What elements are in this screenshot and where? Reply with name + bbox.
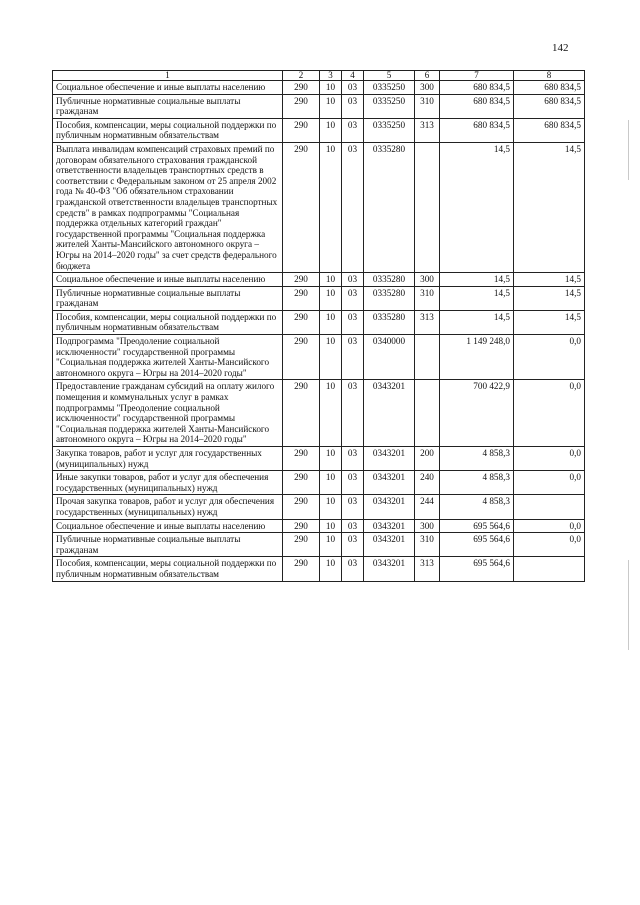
col-6-cell: 313 <box>415 310 440 334</box>
col-3-cell: 10 <box>320 335 342 380</box>
header-row <box>53 71 585 81</box>
row-name-cell: Предоставление гражданам субсидий на оплату жилого помещения и коммунальных услуг в рамках подпрограммы "Преодоление социальной исключенности" государственной программы "Социальная поддержка жителей Ханты-Мансийского автономного округа – Югры на 2014–2020 годы" <box>53 380 283 447</box>
row-name-cell: Публичные нормативные социальные выплаты гражданам <box>53 286 283 310</box>
col-3-cell: 10 <box>320 94 342 118</box>
header-cell: 7 <box>440 71 514 81</box>
col-3-cell: 10 <box>320 273 342 287</box>
col-7-amount-cell: 680 834,5 <box>440 94 514 118</box>
col-2-cell: 290 <box>283 447 320 471</box>
col-8-amount-cell: 680 834,5 <box>514 118 585 142</box>
col-6-cell: 300 <box>415 273 440 287</box>
col-7-amount-cell: 695 564,6 <box>440 533 514 557</box>
col-2-cell: 290 <box>283 310 320 334</box>
col-4-cell: 03 <box>342 557 364 581</box>
budget-table <box>52 70 585 582</box>
col-6-cell: 244 <box>415 495 440 519</box>
col-3-cell: 10 <box>320 471 342 495</box>
col-7-amount-cell: 4 858,3 <box>440 471 514 495</box>
col-6-cell: 300 <box>415 81 440 95</box>
col-7-amount-cell: 4 858,3 <box>440 447 514 471</box>
table-row <box>53 557 585 581</box>
col-3-cell: 10 <box>320 495 342 519</box>
col-7-amount-cell: 700 422,9 <box>440 380 514 447</box>
col-3-cell: 10 <box>320 533 342 557</box>
col-8-amount-cell: 0,0 <box>514 335 585 380</box>
col-2-cell: 290 <box>283 495 320 519</box>
col-4-cell: 03 <box>342 273 364 287</box>
col-3-cell: 10 <box>320 447 342 471</box>
row-name-cell: Публичные нормативные социальные выплаты гражданам <box>53 533 283 557</box>
col-5-cell: 0343201 <box>364 447 415 471</box>
col-3-cell: 10 <box>320 557 342 581</box>
col-5-cell: 0343201 <box>364 557 415 581</box>
col-2-cell: 290 <box>283 557 320 581</box>
col-7-amount-cell: 680 834,5 <box>440 118 514 142</box>
col-2-cell: 290 <box>283 533 320 557</box>
table-row <box>53 335 585 380</box>
col-4-cell: 03 <box>342 94 364 118</box>
col-3-cell: 10 <box>320 310 342 334</box>
col-7-amount-cell: 680 834,5 <box>440 81 514 95</box>
row-name-cell: Закупка товаров, работ и услуг для государственных (муниципальных) нужд <box>53 447 283 471</box>
header-cell: 2 <box>283 71 320 81</box>
row-name-cell: Социальное обеспечение и иные выплаты населению <box>53 273 283 287</box>
col-8-amount-cell: 14,5 <box>514 310 585 334</box>
col-5-cell: 0343201 <box>364 533 415 557</box>
col-7-amount-cell: 14,5 <box>440 286 514 310</box>
table-row <box>53 142 585 272</box>
col-2-cell: 290 <box>283 81 320 95</box>
col-5-cell: 0343201 <box>364 471 415 495</box>
col-5-cell: 0335280 <box>364 286 415 310</box>
col-3-cell: 10 <box>320 519 342 533</box>
header-cell: 6 <box>415 71 440 81</box>
col-7-amount-cell: 14,5 <box>440 142 514 272</box>
col-3-cell: 10 <box>320 142 342 272</box>
col-2-cell: 290 <box>283 118 320 142</box>
col-6-cell: 313 <box>415 118 440 142</box>
col-8-amount-cell: 14,5 <box>514 286 585 310</box>
col-3-cell: 10 <box>320 81 342 95</box>
col-2-cell: 290 <box>283 471 320 495</box>
col-7-amount-cell: 14,5 <box>440 310 514 334</box>
row-name-cell: Иные закупки товаров, работ и услуг для обеспечения государственных (муниципальных) нужд <box>53 471 283 495</box>
col-8-amount-cell <box>514 495 585 519</box>
col-5-cell: 0335280 <box>364 273 415 287</box>
scan-artifact <box>628 560 629 650</box>
table-row <box>53 519 585 533</box>
row-name-cell: Прочая закупка товаров, работ и услуг для обеспечения государственных (муниципальных) нужд <box>53 495 283 519</box>
col-6-cell: 310 <box>415 94 440 118</box>
col-6-cell: 310 <box>415 533 440 557</box>
col-3-cell: 10 <box>320 286 342 310</box>
col-8-amount-cell: 0,0 <box>514 471 585 495</box>
col-5-cell: 0335250 <box>364 81 415 95</box>
col-4-cell: 03 <box>342 533 364 557</box>
col-6-cell: 300 <box>415 519 440 533</box>
col-5-cell: 0343201 <box>364 495 415 519</box>
col-3-cell: 10 <box>320 118 342 142</box>
col-6-cell: 200 <box>415 447 440 471</box>
col-8-amount-cell: 680 834,5 <box>514 94 585 118</box>
table-row <box>53 495 585 519</box>
col-4-cell: 03 <box>342 118 364 142</box>
table-row <box>53 286 585 310</box>
col-5-cell: 0340000 <box>364 335 415 380</box>
col-8-amount-cell <box>514 557 585 581</box>
col-7-amount-cell: 1 149 248,0 <box>440 335 514 380</box>
col-4-cell: 03 <box>342 335 364 380</box>
row-name-cell: Социальное обеспечение и иные выплаты населению <box>53 81 283 95</box>
col-4-cell: 03 <box>342 81 364 95</box>
col-8-amount-cell: 14,5 <box>514 142 585 272</box>
col-2-cell: 290 <box>283 142 320 272</box>
col-8-amount-cell: 0,0 <box>514 519 585 533</box>
table-body <box>53 81 585 582</box>
col-5-cell: 0335280 <box>364 142 415 272</box>
col-7-amount-cell: 695 564,6 <box>440 519 514 533</box>
col-2-cell: 290 <box>283 273 320 287</box>
col-5-cell: 0335250 <box>364 94 415 118</box>
row-name-cell: Социальное обеспечение и иные выплаты населению <box>53 519 283 533</box>
col-6-cell <box>415 142 440 272</box>
col-7-amount-cell: 4 858,3 <box>440 495 514 519</box>
col-2-cell: 290 <box>283 335 320 380</box>
table-row <box>53 533 585 557</box>
col-5-cell: 0335250 <box>364 118 415 142</box>
col-4-cell: 03 <box>342 519 364 533</box>
col-6-cell: 310 <box>415 286 440 310</box>
col-7-amount-cell: 14,5 <box>440 273 514 287</box>
page-number: 142 <box>552 42 569 54</box>
col-4-cell: 03 <box>342 380 364 447</box>
header-cell: 4 <box>342 71 364 81</box>
col-4-cell: 03 <box>342 286 364 310</box>
col-4-cell: 03 <box>342 447 364 471</box>
col-3-cell: 10 <box>320 380 342 447</box>
table-row <box>53 81 585 95</box>
col-7-amount-cell: 695 564,6 <box>440 557 514 581</box>
col-2-cell: 290 <box>283 380 320 447</box>
col-6-cell <box>415 335 440 380</box>
header-cell: 5 <box>364 71 415 81</box>
table-row <box>53 380 585 447</box>
row-name-cell: Выплата инвалидам компенсаций страховых премий по договорам обязательного страхования гражданской ответственности владельцев транспортных средств в соответствии с Федеральным законом от 25 апреля 2002 года № 40-ФЗ "Об обязательном страховании гражданской ответственности владельцев транспортных средств" в рамках подпрограммы "Социальная поддержка отдельных категорий граждан" государственной программы "Социальная поддержка жителей Ханты-Мансийского автономного округа – Югры на 2014–2020 годы" за счет средств федерального бюджета <box>53 142 283 272</box>
table-row <box>53 94 585 118</box>
row-name-cell: Публичные нормативные социальные выплаты гражданам <box>53 94 283 118</box>
col-8-amount-cell: 0,0 <box>514 447 585 471</box>
row-name-cell: Подпрограмма "Преодоление социальной исключенности" государственной программы "Социальная поддержка жителей Ханты-Мансийского автономного округа – Югры на 2014–2020 годы" <box>53 335 283 380</box>
col-4-cell: 03 <box>342 142 364 272</box>
header-cell: 1 <box>53 71 283 81</box>
table-row <box>53 118 585 142</box>
row-name-cell: Пособия, компенсации, меры социальной поддержки по публичным нормативным обязательствам <box>53 118 283 142</box>
col-8-amount-cell: 680 834,5 <box>514 81 585 95</box>
header-cell: 3 <box>320 71 342 81</box>
row-name-cell: Пособия, компенсации, меры социальной поддержки по публичным нормативным обязательствам <box>53 557 283 581</box>
header-cell: 8 <box>514 71 585 81</box>
col-2-cell: 290 <box>283 286 320 310</box>
table-row <box>53 310 585 334</box>
col-8-amount-cell: 14,5 <box>514 273 585 287</box>
col-4-cell: 03 <box>342 310 364 334</box>
col-6-cell <box>415 380 440 447</box>
table-row <box>53 273 585 287</box>
col-5-cell: 0343201 <box>364 519 415 533</box>
table-row <box>53 447 585 471</box>
col-6-cell: 313 <box>415 557 440 581</box>
col-8-amount-cell: 0,0 <box>514 533 585 557</box>
scan-artifact <box>628 120 629 180</box>
col-2-cell: 290 <box>283 94 320 118</box>
col-4-cell: 03 <box>342 471 364 495</box>
col-4-cell: 03 <box>342 495 364 519</box>
col-6-cell: 240 <box>415 471 440 495</box>
col-5-cell: 0343201 <box>364 380 415 447</box>
table-row <box>53 471 585 495</box>
row-name-cell: Пособия, компенсации, меры социальной поддержки по публичным нормативным обязательствам <box>53 310 283 334</box>
col-8-amount-cell: 0,0 <box>514 380 585 447</box>
col-5-cell: 0335280 <box>364 310 415 334</box>
col-2-cell: 290 <box>283 519 320 533</box>
